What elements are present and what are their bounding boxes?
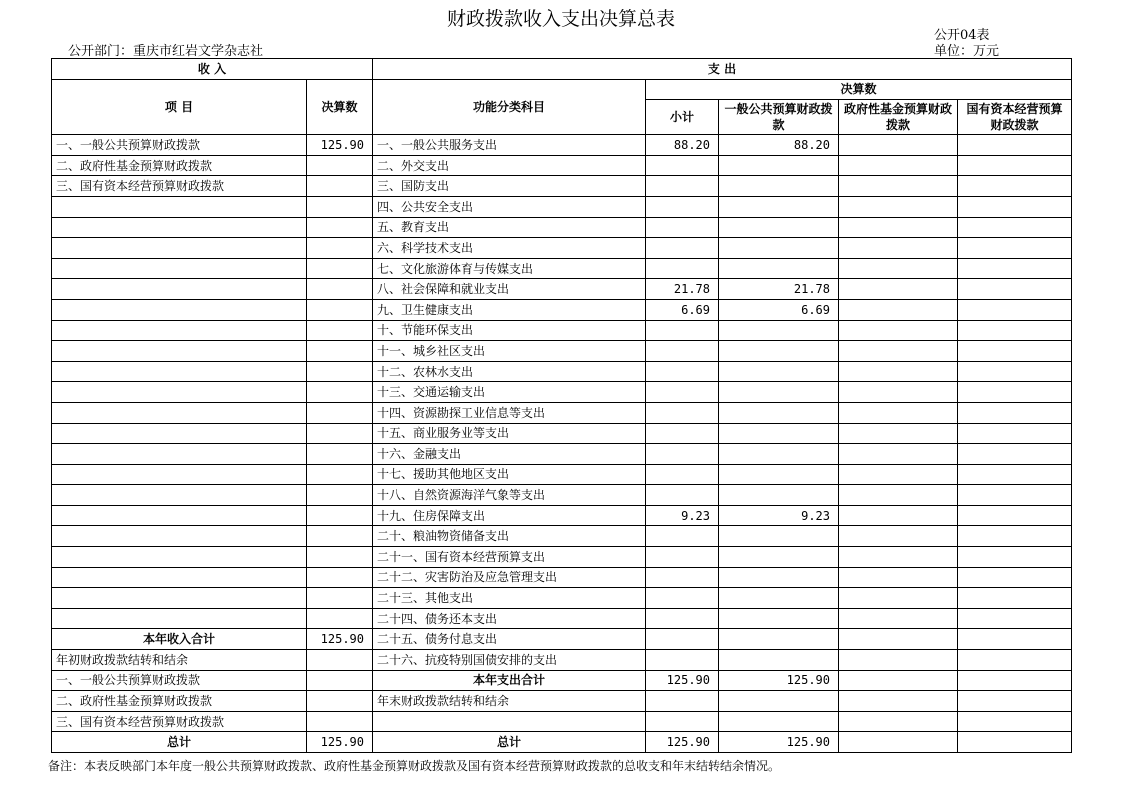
general-budget-cell: 125.90 [719,732,839,753]
general-budget-cell [719,650,839,671]
income-item-cell [52,361,307,382]
subtotal-cell [646,650,719,671]
income-amount-cell [307,402,373,423]
state-capital-cell [958,608,1072,629]
subtotal-cell [646,567,719,588]
income-item-cell [52,279,307,300]
expense-item-cell: 五、教育支出 [373,217,646,238]
income-item-cell: 三、国有资本经营预算财政拨款 [52,711,307,732]
table-row [52,547,1072,568]
expense-item-cell: 八、社会保障和就业支出 [373,279,646,300]
subtotal-cell: 21.78 [646,279,719,300]
income-item-cell [52,299,307,320]
subtotal-header: 小计 [646,100,719,135]
subtotal-cell [646,691,719,712]
state-capital-cell [958,423,1072,444]
subtotal-cell [646,176,719,197]
general-budget-cell: 9.23 [719,505,839,526]
income-item-cell: 三、国有资本经营预算财政拨款 [52,176,307,197]
subtotal-cell: 6.69 [646,299,719,320]
state-capital-cell [958,505,1072,526]
expense-item-cell: 二十二、灾害防治及应急管理支出 [373,567,646,588]
gov-fund-cell [839,711,958,732]
subtotal-cell [646,711,719,732]
unit-label: 单位：万元 [934,44,1000,59]
income-amount-cell [307,341,373,362]
subtotal-cell [646,238,719,259]
state-capital-cell [958,567,1072,588]
expense-item-cell: 十一、城乡社区支出 [373,341,646,362]
subtotal-cell [646,526,719,547]
income-item-cell [52,217,307,238]
table-row [52,567,1072,588]
general-budget-cell [719,485,839,506]
income-item-cell: 二、政府性基金预算财政拨款 [52,691,307,712]
subtotal-cell: 125.90 [646,670,719,691]
subtotal-cell [646,258,719,279]
gov-fund-cell [839,629,958,650]
table-row [52,505,1072,526]
general-budget-cell [719,382,839,403]
income-item-cell [52,320,307,341]
income-amount-cell [307,691,373,712]
income-item-cell [52,341,307,362]
expense-item-cell: 二十四、债务还本支出 [373,608,646,629]
gov-fund-cell [839,382,958,403]
table-row [52,711,1072,732]
table-row [52,217,1072,238]
subtotal-cell [646,402,719,423]
expense-item-cell: 九、卫生健康支出 [373,299,646,320]
income-item-cell [52,423,307,444]
table-row [52,176,1072,197]
page-title: 财政拨款收入支出决算总表 [446,8,675,30]
expense-item-cell: 二十三、其他支出 [373,588,646,609]
table-row [52,196,1072,217]
income-item-cell [52,382,307,403]
general-budget-cell [719,691,839,712]
final-amount-header: 决算数 [646,79,1072,100]
subtotal-cell: 125.90 [646,732,719,753]
expense-item-cell: 本年支出合计 [373,670,646,691]
table-row [52,402,1072,423]
income-amount-cell [307,299,373,320]
income-item-cell [52,567,307,588]
subtotal-cell [646,423,719,444]
general-budget-cell [719,567,839,588]
general-budget-cell: 21.78 [719,279,839,300]
income-item-cell: 一、一般公共预算财政拨款 [52,135,307,156]
table-row [52,629,1072,650]
state-capital-cell [958,196,1072,217]
table-row [52,341,1072,362]
gov-fund-cell [839,135,958,156]
gov-fund-cell [839,176,958,197]
expense-item-cell: 十三、交通运输支出 [373,382,646,403]
gov-fund-cell [839,650,958,671]
expense-item-cell: 二十五、债务付息支出 [373,629,646,650]
income-amount-cell [307,608,373,629]
income-amount-cell [307,258,373,279]
general-budget-header: 一般公共预算财政拨款 [719,100,839,135]
table-row [52,732,1072,753]
expense-item-cell: 十八、自然资源海洋气象等支出 [373,485,646,506]
table-row [52,238,1072,259]
income-item-cell [52,547,307,568]
gov-fund-cell [839,341,958,362]
income-amount-cell [307,423,373,444]
expense-item-cell: 七、文化旅游体育与传媒支出 [373,258,646,279]
expense-item-cell: 四、公共安全支出 [373,196,646,217]
income-item-cell [52,526,307,547]
income-item-cell: 年初财政拨款结转和结余 [52,650,307,671]
expense-item-cell: 十七、援助其他地区支出 [373,464,646,485]
income-amount-cell [307,485,373,506]
subtotal-cell [646,217,719,238]
income-amount-cell [307,526,373,547]
table-row [52,485,1072,506]
state-capital-cell [958,547,1072,568]
income-item-cell [52,402,307,423]
income-amount-cell: 125.90 [307,135,373,156]
income-amount-cell [307,670,373,691]
gov-fund-cell [839,361,958,382]
subtotal-cell [646,155,719,176]
gov-fund-cell [839,238,958,259]
income-item-cell [52,464,307,485]
expense-item-cell: 年末财政拨款结转和结余 [373,691,646,712]
state-capital-cell [958,176,1072,197]
state-capital-cell [958,650,1072,671]
state-capital-cell [958,258,1072,279]
state-capital-cell [958,341,1072,362]
state-capital-cell [958,444,1072,465]
subtotal-cell [646,320,719,341]
table-row [52,526,1072,547]
table-row [52,361,1072,382]
income-amount-cell [307,217,373,238]
general-budget-cell [719,238,839,259]
form-number: 公开04表 [934,28,990,43]
state-capital-cell [958,588,1072,609]
gov-fund-cell [839,444,958,465]
gov-fund-cell [839,320,958,341]
state-capital-cell [958,217,1072,238]
income-item-cell [52,258,307,279]
subtotal-cell [646,485,719,506]
general-budget-cell [719,588,839,609]
table-row [52,650,1072,671]
expense-item-cell: 十四、资源勘探工业信息等支出 [373,402,646,423]
expense-item-cell: 二十、粮油物资储备支出 [373,526,646,547]
general-budget-cell [719,464,839,485]
subtotal-cell: 9.23 [646,505,719,526]
gov-fund-cell [839,299,958,320]
income-amount-cell [307,382,373,403]
gov-fund-cell [839,691,958,712]
state-capital-cell [958,135,1072,156]
general-budget-cell [719,217,839,238]
general-budget-cell [719,526,839,547]
general-budget-cell [719,361,839,382]
expense-item-cell: 二十六、抗疫特别国债安排的支出 [373,650,646,671]
table-row [52,299,1072,320]
income-item-cell: 一、一般公共预算财政拨款 [52,670,307,691]
expense-item-cell: 十、节能环保支出 [373,320,646,341]
state-capital-cell [958,629,1072,650]
table-row [52,444,1072,465]
income-amount-cell: 125.90 [307,629,373,650]
table-row [52,608,1072,629]
income-item-cell: 总计 [52,732,307,753]
state-capital-header: 国有资本经营预算财政拨款 [958,100,1072,135]
gov-fund-cell [839,402,958,423]
income-amount-cell [307,176,373,197]
income-amount-cell [307,444,373,465]
table-row [52,320,1072,341]
subtotal-cell: 88.20 [646,135,719,156]
state-capital-cell [958,238,1072,259]
income-amount-cell [307,320,373,341]
income-header: 收 入 [52,59,373,80]
income-item-cell [52,444,307,465]
general-budget-cell [719,711,839,732]
gov-fund-cell [839,670,958,691]
amount-header: 决算数 [307,79,373,135]
gov-fund-cell [839,155,958,176]
general-budget-cell [719,258,839,279]
general-budget-cell [719,176,839,197]
subtotal-cell [646,196,719,217]
general-budget-cell [719,341,839,362]
item-header: 项 目 [52,79,307,135]
general-budget-cell [719,196,839,217]
expense-item-cell: 十二、农林水支出 [373,361,646,382]
expense-item-cell: 六、科学技术支出 [373,238,646,259]
expense-item-cell: 二十一、国有资本经营预算支出 [373,547,646,568]
function-category-header: 功能分类科目 [373,79,646,135]
table-row [52,670,1072,691]
expense-item-cell: 十五、商业服务业等支出 [373,423,646,444]
income-amount-cell [307,588,373,609]
general-budget-cell [719,444,839,465]
table-row [52,691,1072,712]
table-row [52,464,1072,485]
income-amount-cell [307,547,373,568]
income-amount-cell [307,361,373,382]
state-capital-cell [958,732,1072,753]
gov-fund-cell [839,217,958,238]
subtotal-cell [646,444,719,465]
state-capital-cell [958,691,1072,712]
gov-fund-cell [839,279,958,300]
gov-fund-cell [839,485,958,506]
table-row [52,382,1072,403]
table-row [52,155,1072,176]
expense-item-cell: 总计 [373,732,646,753]
footnote: 备注：本表反映部门本年度一般公共预算财政拨款、政府性基金预算财政拨款及国有资本经营预算财政拨款的总收支和年末结转结余情况。 [48,759,781,773]
general-budget-cell [719,423,839,444]
table-body [52,135,1072,753]
state-capital-cell [958,485,1072,506]
income-item-cell [52,485,307,506]
subtotal-cell [646,464,719,485]
income-item-cell [52,608,307,629]
income-amount-cell [307,238,373,259]
state-capital-cell [958,402,1072,423]
budget-table [51,58,1072,753]
income-item-cell [52,196,307,217]
general-budget-cell: 88.20 [719,135,839,156]
income-item-cell [52,505,307,526]
gov-fund-cell [839,505,958,526]
expense-item-cell [373,711,646,732]
table-row [52,588,1072,609]
gov-fund-cell [839,258,958,279]
gov-fund-cell [839,423,958,444]
state-capital-cell [958,155,1072,176]
gov-fund-cell [839,732,958,753]
income-amount-cell [307,650,373,671]
income-item-cell [52,238,307,259]
gov-fund-cell [839,588,958,609]
subtotal-cell [646,547,719,568]
income-item-cell: 本年收入合计 [52,629,307,650]
table-row [52,135,1072,156]
subtotal-cell [646,382,719,403]
general-budget-cell [719,402,839,423]
subtotal-cell [646,341,719,362]
income-amount-cell [307,567,373,588]
income-amount-cell: 125.90 [307,732,373,753]
general-budget-cell: 125.90 [719,670,839,691]
subtotal-cell [646,361,719,382]
gov-fund-cell [839,547,958,568]
expense-header: 支 出 [373,59,1072,80]
state-capital-cell [958,279,1072,300]
state-capital-cell [958,464,1072,485]
gov-fund-cell [839,196,958,217]
general-budget-cell [719,155,839,176]
general-budget-cell [719,320,839,341]
gov-fund-cell [839,567,958,588]
income-amount-cell [307,505,373,526]
department-label: 公开部门：重庆市红岩文学杂志社 [68,44,264,59]
general-budget-cell: 6.69 [719,299,839,320]
income-amount-cell [307,196,373,217]
general-budget-cell [719,629,839,650]
income-amount-cell [307,464,373,485]
subtotal-cell [646,608,719,629]
subtotal-cell [646,588,719,609]
general-budget-cell [719,608,839,629]
state-capital-cell [958,711,1072,732]
income-amount-cell [307,279,373,300]
general-budget-cell [719,547,839,568]
income-item-cell [52,588,307,609]
gov-fund-cell [839,608,958,629]
expense-item-cell: 十六、金融支出 [373,444,646,465]
table-row [52,423,1072,444]
gov-fund-header: 政府性基金预算财政拨款 [839,100,958,135]
income-item-cell: 二、政府性基金预算财政拨款 [52,155,307,176]
expense-item-cell: 二、外交支出 [373,155,646,176]
income-amount-cell [307,711,373,732]
income-amount-cell [307,155,373,176]
table-row [52,279,1072,300]
state-capital-cell [958,361,1072,382]
gov-fund-cell [839,464,958,485]
table-row [52,258,1072,279]
state-capital-cell [958,299,1072,320]
expense-item-cell: 十九、住房保障支出 [373,505,646,526]
gov-fund-cell [839,526,958,547]
state-capital-cell [958,526,1072,547]
subtotal-cell [646,629,719,650]
expense-item-cell: 三、国防支出 [373,176,646,197]
expense-item-cell: 一、一般公共服务支出 [373,135,646,156]
state-capital-cell [958,670,1072,691]
state-capital-cell [958,320,1072,341]
state-capital-cell [958,382,1072,403]
